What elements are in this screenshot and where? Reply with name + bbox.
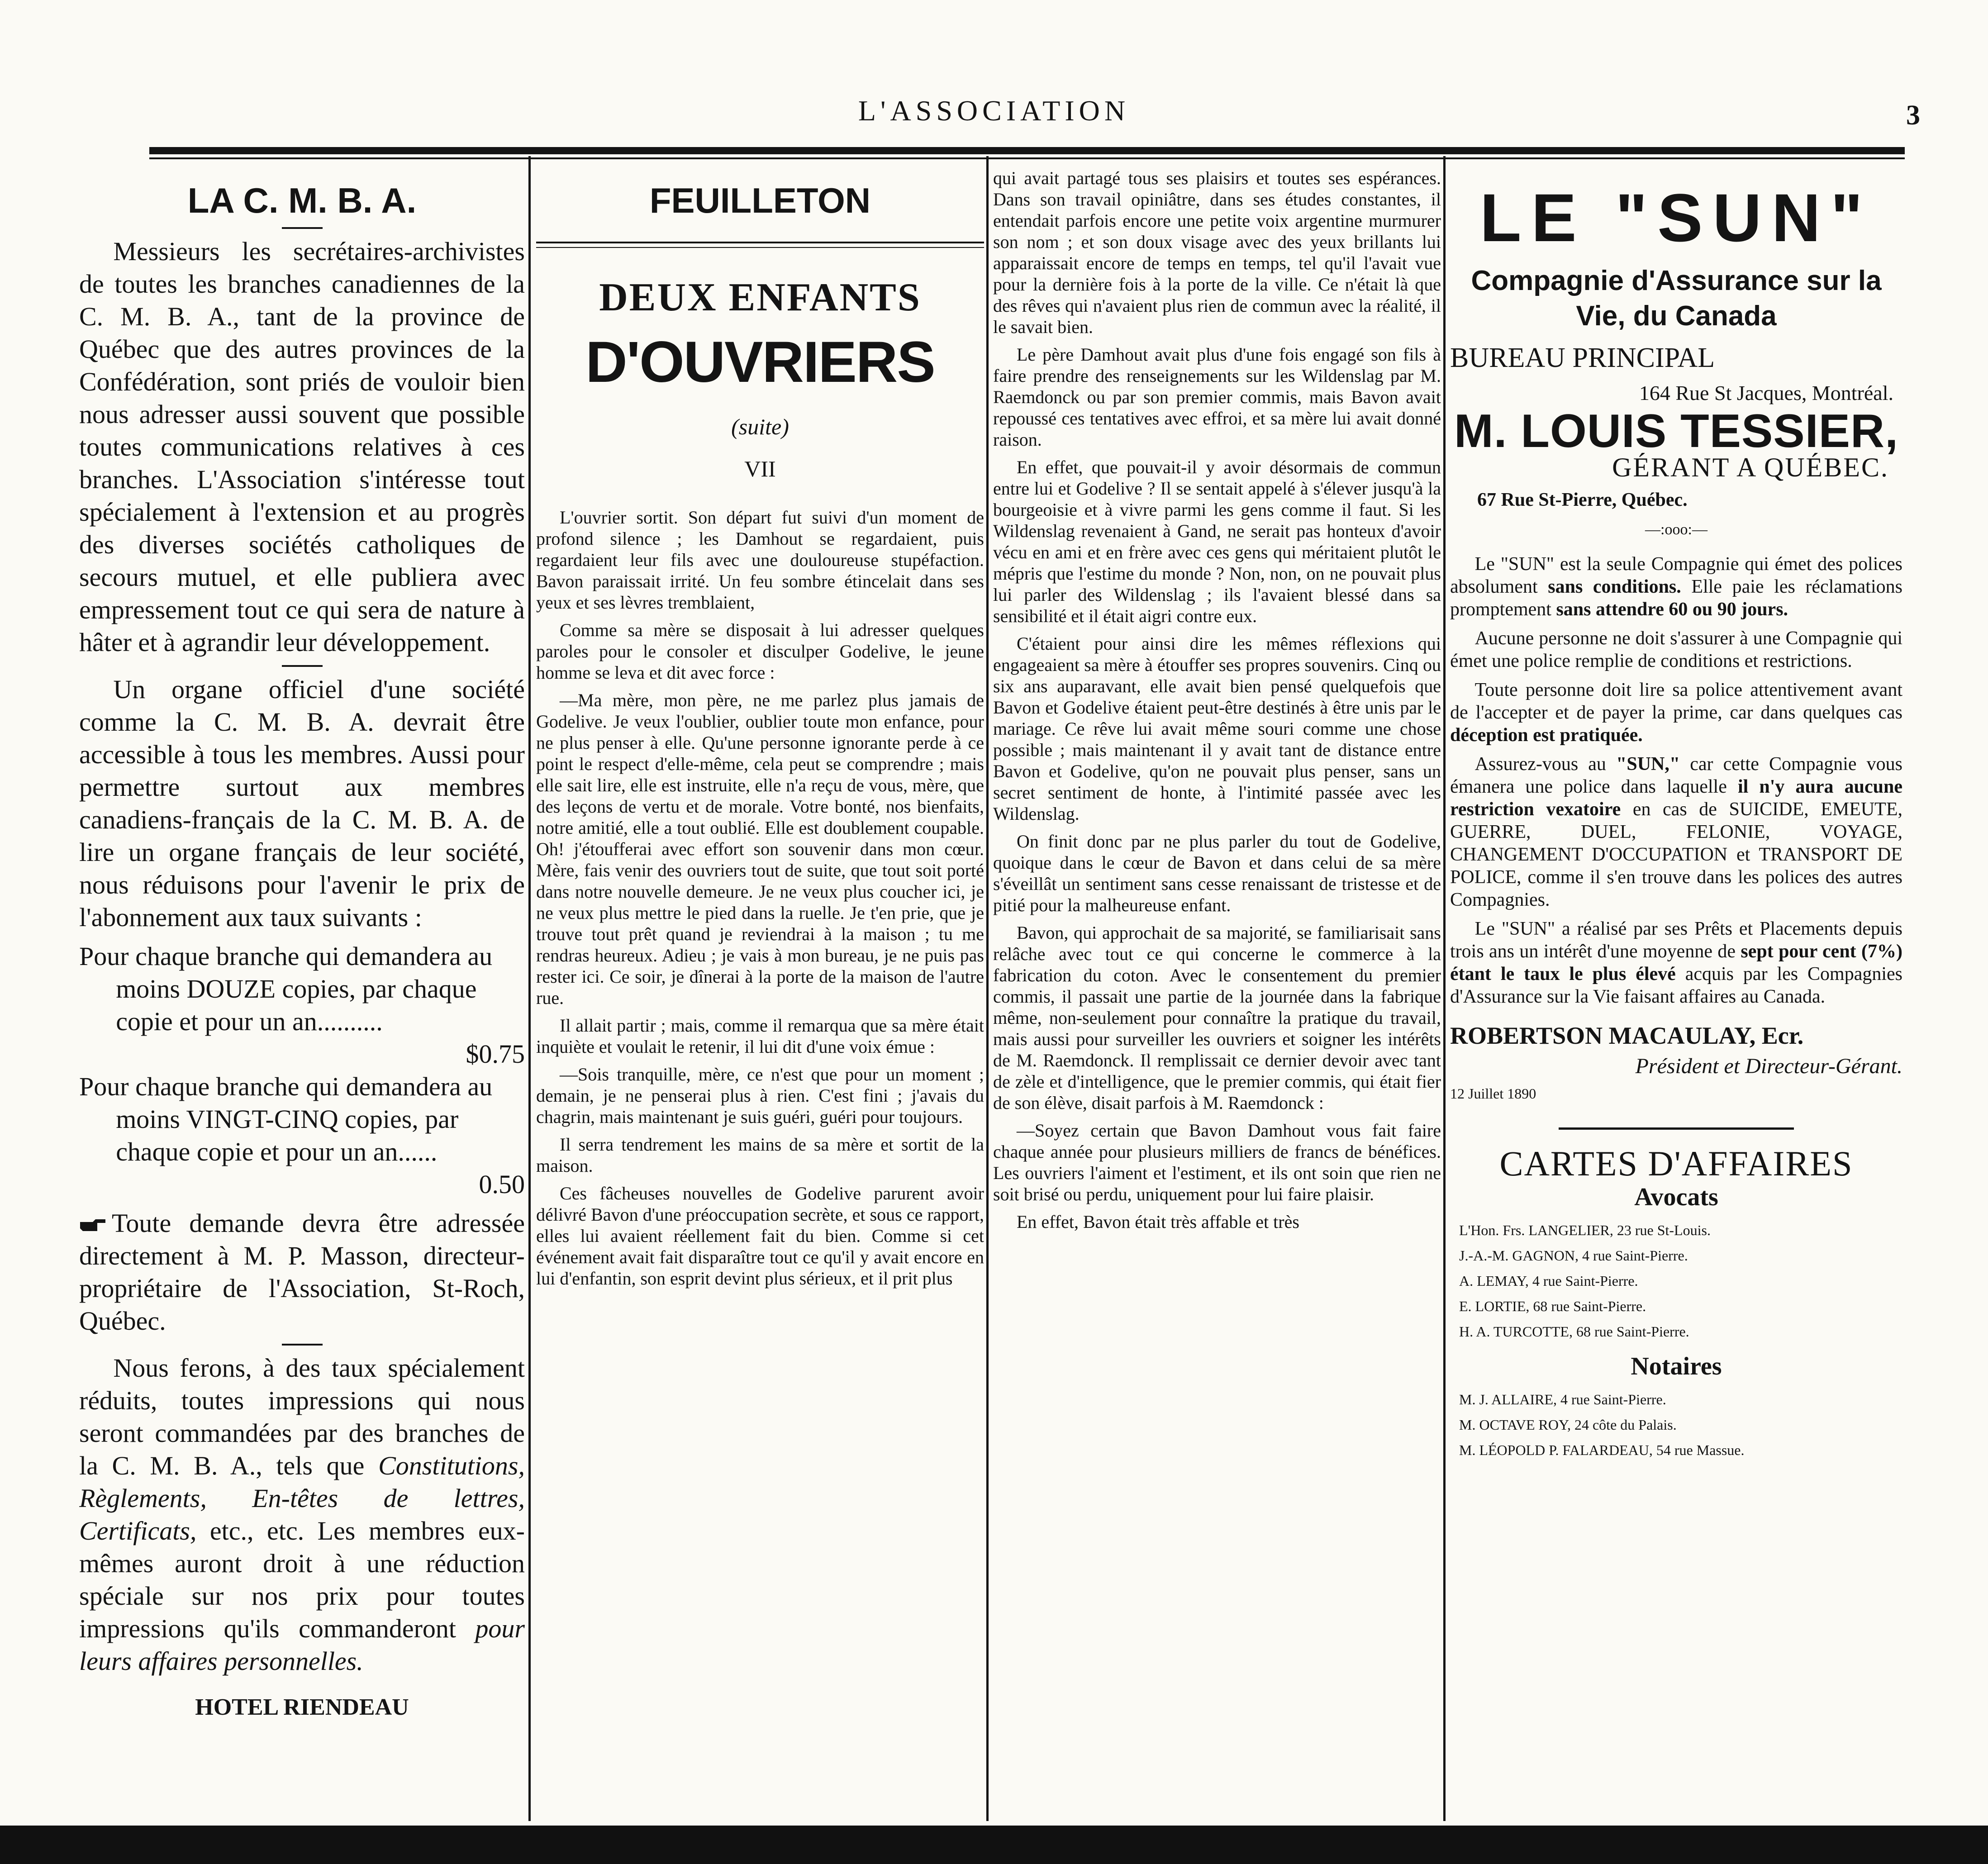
double-rule (536, 242, 984, 248)
printing-italic: Constitutions, Règlements, En-têtes de lettres, Certificats, (79, 1451, 525, 1545)
sun-emphasis: "SUN," (1616, 754, 1680, 775)
business-card-entry: J.-A.-M. GAGNON, 4 rue Saint-Pierre. (1459, 1247, 1688, 1264)
advert-date: 12 Juillet 1890 (1450, 1085, 1536, 1102)
sun-text: Le "SUN" a réalisé par ses Prêts et Placements depuis trois ans un intérêt d'une moyenne de (1450, 918, 1902, 962)
cmba-paragraph: Un organe officiel d'une société comme la C. M. B. A. devrait être accessible à tous les membres. Aussi pour permettre surtout aux membres canadiens-français de la C. M. B. A. de lire un organe français de leur société, nous réduisons pour l'avenir le prix de l'abonnement aux taux suivants : (79, 675, 525, 932)
rate-description: Pour chaque branche qui demandera au moins VINGT-CINQ copies, par chaque copie et pour un an...... (79, 1072, 493, 1166)
sun-paragraph (1450, 753, 1902, 911)
separator: —:ooo:— (1645, 521, 1707, 538)
sun-text: Toute personne doit lire sa police attentivement avant de l'accepter et de payer la prime, car dans quelques cas (1450, 680, 1902, 723)
column-divider (528, 156, 531, 1821)
story-paragraph: —Sois tranquille, mère, ce n'est que pour un moment ; demain, je ne penserai plus à rien. C'est fini ; j'avais du chagrin, mais maintenant je suis guéri, guéri pour toujours. (536, 1064, 984, 1127)
cmba-notice (79, 1207, 525, 1337)
short-rule (282, 1344, 323, 1346)
sun-text: Assurez-vous au (1474, 754, 1617, 775)
rate-price: $0.75 (466, 1039, 525, 1069)
printing-paragraph (79, 1352, 525, 1678)
printing-text: Nous ferons, à des taux spécialement réduits, toutes impressions qui nous seront commandées par des branches de la C. M. B. A., tels que (79, 1353, 525, 1480)
sun-text: Le "SUN" est la seule Compagnie qui émet des polices absolument (1450, 554, 1902, 597)
hotel-heading: HOTEL RIENDEAU (195, 1694, 409, 1720)
rate-description: Pour chaque branche qui demandera au moins DOUZE copies, par chaque copie et pour un an.......... (79, 942, 493, 1036)
column-story-continued (993, 167, 1441, 1814)
sun-paragraph (1450, 553, 1902, 621)
sun-emphasis: déception est pratiquée. (1450, 725, 1643, 746)
story-paragraph: L'ouvrier sortit. Son départ fut suivi d'un moment de profond silence ; les Damhout se regardaient, puis regardaient leur fils avec une douloureuse stupéfaction. Bavon paraissait irrité. Un feu sombre étincelait dans ses yeux et ses lèvres tremblaient, (536, 507, 984, 613)
story-paragraph: —Ma mère, mon père, ne me parlez plus jamais de Godelive. Je veux l'oublier, oublier toute mon enfance, pour ne plus penser à elle. Qu'une personne ignorante perde à ce point le respect d'elle-même, cela peut se comprendre ; mais elle sait lire, elle est instruite, elle n'a reçu de vous, mère, que des leçons de vertu et de morale. Votre bonté, nos bienfaits, notre amitié, elle a tout oublié. Elle est doublement coupable. Oh! j'étoufferai avec effort son souvenir dans mon cœur. Mère, fais venir des ouvriers tout de suite, que tout soit porté dans notre nouvelle demeure. Je ne veux plus coucher ici, je ne veux plus mettre le pied dans la ruelle. Je t'en prie, que je trouve tout prêt quand je reviendrai à la maison ; tu me rendras heureux. Adieu ; je vais à mon bureau, je ne puis pas rester ici. Ce soir, je dînerai à la porte de la maison de l'autre rue. (536, 690, 984, 1008)
sun-emphasis: sept pour cent (7%) étant le taux le plus élevé (1450, 941, 1902, 984)
column-cmba (79, 167, 525, 1814)
story-paragraph: Ces fâcheuses nouvelles de Godelive parurent avoir délivré Bavon d'une préoccupation secrète, et sous ce rapport, elles lui avaient réellement fait du bien. Comme si cet événement avait fait disparaître tout ce qu'il y avait encore en lui d'enfantin, son esprit devint plus sérieux, et il prit plus (536, 1183, 984, 1289)
quebec-office: 67 Rue St-Pierre, Québec. (1477, 490, 1688, 510)
scan-bottom-edge (0, 1826, 1988, 1864)
column-sun-advert (1450, 167, 1902, 1814)
sun-paragraph (1450, 679, 1902, 747)
sun-text: acquis par les Compagnies d'Assurance sur la Vie faisant affaires au Canada. (1450, 964, 1902, 1007)
short-rule (282, 227, 323, 229)
masthead-title: L'ASSOCIATION (858, 95, 1130, 127)
business-card-entry: E. LORTIE, 68 rue Saint-Pierre. (1459, 1298, 1646, 1314)
story-paragraph: Il allait partir ; mais, comme il remarqua que sa mère était inquiète et voulait le retenir, il lui dit d'une voix émue : (536, 1015, 984, 1057)
rate-price: 0.50 (479, 1170, 525, 1199)
story-paragraph: —Soyez certain que Bavon Damhout vous fait faire chaque année pour plusieurs milliers de francs de bénéfices. Les ouvriers l'aiment et l'estiment, et ils ont soin que rien ne soit brisé ou perdu, uniquement pour lui faire plaisir. (993, 1120, 1441, 1204)
subscription-rates (79, 940, 525, 1201)
story-paragraph: Le père Damhout avait plus d'une fois engagé son fils à faire prendre des renseignements sur les Wildenslag par M. Raemdonck ou par son premier commis, mais Bavon avait repoussé ces tentatives avec effroi, et sa mère lui avait donné raison. (993, 344, 1441, 450)
suite-label: (suite) (731, 414, 789, 439)
cmba-heading: LA C. M. B. A. (187, 181, 417, 220)
novel-title: DEUX ENFANTS (599, 276, 921, 319)
short-rule (282, 665, 323, 667)
story-paragraph: En effet, Bavon était très affable et très (1017, 1212, 1299, 1232)
bureau-label: BUREAU PRINCIPAL (1450, 342, 1715, 373)
header-rule-thin (149, 157, 1905, 159)
business-card-entry: A. LEMAY, 4 rue Saint-Pierre. (1459, 1273, 1638, 1289)
column-divider (1443, 156, 1446, 1821)
sun-paragraph: Aucune personne ne doit s'assurer à une Compagnie qui émet une police remplie de conditions et restrictions. (1450, 628, 1902, 671)
story-paragraph: Bavon, qui approchait de sa majorité, se familiarisait sans relâche avec tout ce qui concerne le commerce à la fabrication du coton. Avec le consentement du premier commis, il passait une partie de la journée dans la fabrique même, non-seulement pour connaître la pratique du travail, mais aussi pour surveiller les ouvriers et soigner les intérêts de M. Raemdonck. Il remplissait ce dernier devoir avec tant de zèle et d'intelligence, que le premier commis, qui était fier de son élève, disait parfois à M. Raemdonck : (993, 922, 1441, 1113)
rate-item (79, 940, 525, 1070)
notice-text: Toute demande devra être adressée directement à M. P. Masson, directeur-propriétaire de l'Association, St-Roch, Québec. (79, 1208, 525, 1336)
short-rule (1559, 1127, 1794, 1130)
story-paragraph: C'étaient pour ainsi dire les mêmes réflexions qui engageaient sa mère à étouffer ses propres souvenirs. Cinq ou six ans auparavant, elle avait bien pensé quelquefois que Bavon et Godelive étaient peut-être destinés à être unis par le mariage. Ce rêve lui avait même souri comme une chose possible ; mais maintenant il y avait tant de distance entre Bavon et Godelive, qu'on ne pouvait plus penser, sans un secret sentiment de honte, à l'intimité passée avec les Wildenslag. (993, 633, 1441, 824)
printing-text: etc., etc. Les membres eux-mêmes auront droit à une réduction spéciale sur nos prix pour toutes impressions qu'ils commanderont (79, 1516, 525, 1643)
business-card-entry: L'Hon. Frs. LANGELIER, 23 rue St-Louis. (1459, 1222, 1711, 1238)
business-card-entry: M. J. ALLAIRE, 4 rue Saint-Pierre. (1459, 1391, 1666, 1408)
column-feuilleton (536, 167, 984, 1814)
sun-paragraph (1450, 918, 1902, 1008)
header-rule-thick (149, 147, 1905, 154)
cmba-paragraph: Messieurs les secrétaires-archivistes de toutes les branches canadiennes de la C. M. B. A., tant de la province de Québec que des autres provinces de la Confédération, sont priés de vouloir bien nous adresser aussi souvent que possible toutes communications relatives à ces branches. L'Association s'intéresse tout spécialement à l'extension et au progrès des diverses sociétés catholiques de secours mutuel, et elle publiera avec empressement tout ce qui sera de nature à hâter et à agrandir leur développement. (79, 237, 525, 657)
sun-text: car cette Compagnie vous émanera une police dans laquelle (1450, 754, 1902, 797)
signature-title: Président et Directeur-Gérant. (1635, 1054, 1902, 1078)
sun-subtitle: Compagnie d'Assurance sur la Vie, du Canada (1471, 265, 1882, 332)
column-divider (986, 156, 989, 1821)
story-paragraph: En effet, que pouvait-il y avoir désormais de commun entre lui et Godelive ? Il se sentait appelé à s'élever jusqu'à la bourgeoisie et à vivre parmi les gens comme il faut. Si les Wildenslag revenaient à Gand, ne serait pas honteux d'avoir vécu en ami et en frère avec ces gens qui méritaient plutôt le mépris que l'estime du monde ? Non, non, on ne pouvait plus lui parler des Wildenslag ; ils l'avaient blessé dans sa sensibilité et il était aigri contre eux. (993, 457, 1441, 626)
business-card-entry: M. OCTAVE ROY, 24 côte du Palais. (1459, 1417, 1677, 1433)
sun-emphasis: sans attendre 60 ou 90 jours. (1556, 599, 1788, 620)
manager-name: M. LOUIS TESSIER, (1454, 405, 1898, 457)
sun-text: en cas de SUICIDE, EMEUTE, GUERRE, DUEL, FELONIE, VOYAGE, CHANGEMENT D'OCCUPATION et TRANSPORT DE POLICE, comme il s'en trouve dans les polices des autres Compagnies. (1450, 799, 1902, 910)
story-paragraph: On finit donc par ne plus parler du tout de Godelive, quoique dans le cœur de Bavon et dans celui de sa mère s'éveillât un sentiment sans cesse renaissant de tristesse et de pitié pour la malheureuse enfant. (993, 831, 1441, 915)
sun-title: LE "SUN" (1479, 180, 1873, 256)
sun-emphasis: sans conditions. (1548, 576, 1681, 597)
novel-subtitle: D'OUVRIERS (585, 330, 935, 395)
page-number: 3 (1906, 100, 1920, 131)
feuilleton-heading: FEUILLETON (649, 181, 871, 220)
business-card-entry: M. LÉOPOLD P. FALARDEAU, 54 rue Massue. (1459, 1442, 1745, 1458)
story-paragraph: qui avait partagé tous ses plaisirs et toutes ses espérances. Dans son travail opiniâtre, dans ses études constantes, il entendait parfois encore une petite voix argentine murmurer son nom ; et son doux visage avec des yeux brillants lui apparaissait encore de temps en temps, tel qu'il l'avait vue pour la dernière fois à la porte de la ville. Ce n'était là que des rêves qui n'avaient plus rien de commun avec la réalité, il le savait bien. (993, 168, 1441, 337)
business-card-entry: H. A. TURCOTTE, 68 rue Saint-Pierre. (1459, 1323, 1689, 1340)
manager-role: GÉRANT A QUÉBEC. (1612, 452, 1889, 482)
avocats-heading: Avocats (1634, 1183, 1718, 1211)
story-paragraph: Comme sa mère se disposait à lui adresser quelques paroles pour le consoler et disculper Godelive, le jeune homme se leva et dit avec force : (536, 620, 984, 683)
signature: ROBERTSON MACAULAY, Ecr. (1450, 1022, 1804, 1049)
pointing-hand-icon (79, 1217, 107, 1235)
chapter-number: VII (744, 456, 776, 481)
printing-italic: pour leurs affaires personnelles. (79, 1614, 525, 1676)
story-paragraph: Il serra tendrement les mains de sa mère et sortit de la maison. (536, 1134, 984, 1176)
sun-text: Elle paie les réclamations promptement (1450, 576, 1902, 620)
head-office-address: 164 Rue St Jacques, Montréal. (1639, 381, 1893, 404)
running-head (0, 94, 1988, 135)
sun-emphasis: il n'y aura aucune restriction vexatoire (1450, 776, 1902, 820)
notaires-heading: Notaires (1631, 1352, 1722, 1380)
business-cards-title: CARTES D'AFFAIRES (1499, 1144, 1853, 1183)
rate-item (79, 1070, 525, 1201)
